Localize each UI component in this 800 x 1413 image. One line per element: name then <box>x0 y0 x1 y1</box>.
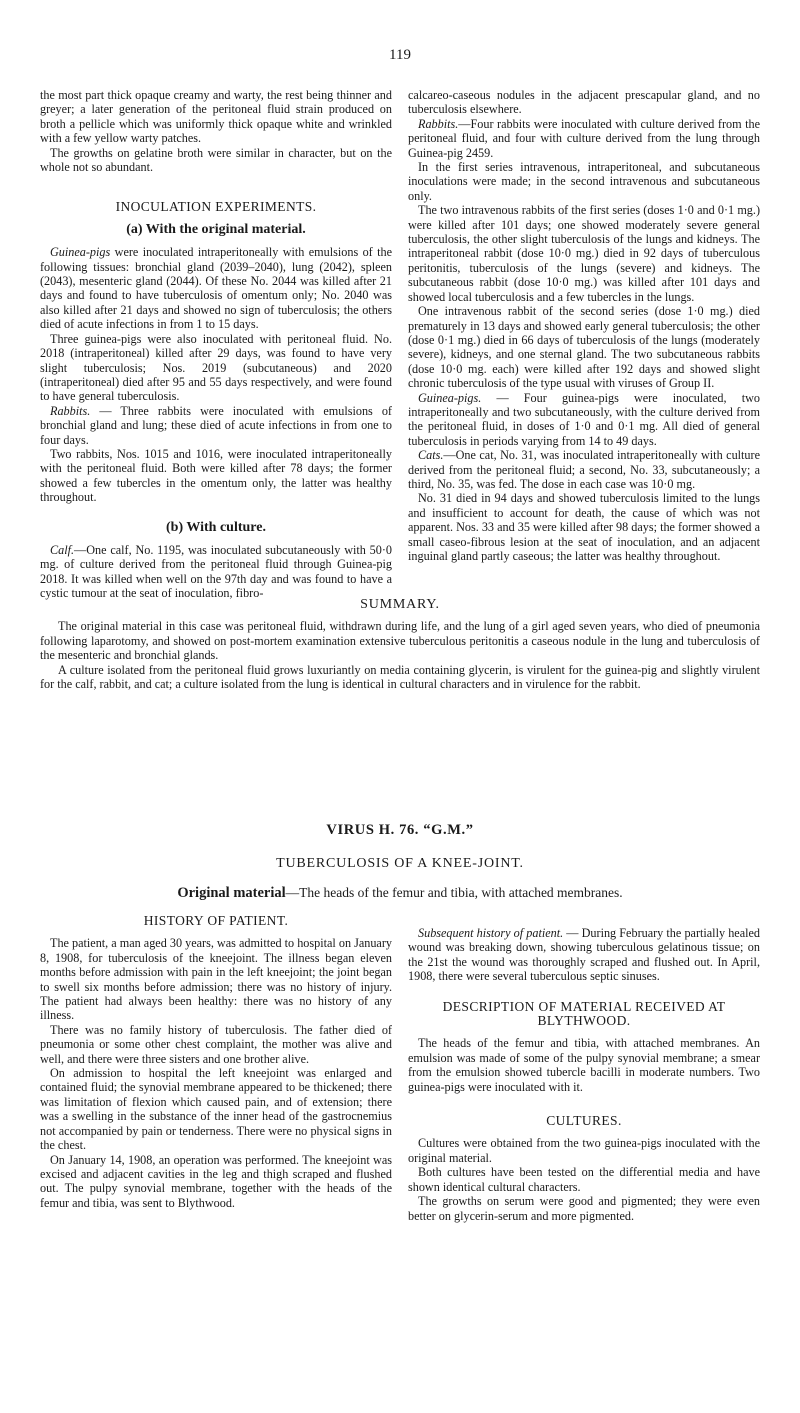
paragraph: The two intravenous rabbits of the first series (doses 1·0 and 0·1 mg.) were killed after 101 days; one showed moderately severe general tuberculosis, the other slight tuberculosis of the lungs and kidneys. The intraperitoneal rabbit (dose 10·0 mg.) died in 92 days of tuberculous peritonitis, tuberculosis of the lungs (severe) and kidneys. The subcutaneous rabbit (dose 10·0 mg.) was killed after 101 days and showed local tuberculosis and a few tubercles in the lungs. <box>408 203 760 304</box>
paragraph: The original material in this case was peritoneal fluid, withdrawn during life, and the lung of a girl aged seven years, who died of pneumonia following laparotomy, and showed on post-mortem examination extensive tuberculous peritonitis a caseous nodule in the lung and tuberculosis of the mesenteric and bronchial glands. <box>40 619 760 663</box>
run-in-label: Rabbits. <box>50 403 91 418</box>
run-in-label: Subsequent history of patient. <box>418 926 564 940</box>
run-in-label: Guinea-pigs <box>50 245 111 260</box>
paragraph: On admission to hospital the left kneejoint was enlarged and contained fluid; the synovial membrane appeared to be thickened; there was limitation of flexion which caused pain, and of extension; there was a swelling in the substance of the inner head of the gastrocnemius not accompanied by pain or tenderness. There were no physical signs in the chest. <box>40 1066 392 1153</box>
paragraph-text: — Three rabbits were inoculated with emulsions of bronchial gland and lung; these died of acute infections in from one to four days. <box>40 403 392 447</box>
paragraph: A culture isolated from the peritoneal fluid grows luxuriantly on media containing glycerin, is virulent for the guinea-pig and slightly virulent for the calf, rabbit, and cat; a culture isolated from the lung is identical in cultural characters and in virulence for the rabbit. <box>40 662 760 692</box>
paragraph <box>408 448 760 491</box>
paragraph <box>40 404 392 447</box>
page-number: 119 <box>389 47 411 63</box>
original-material-label: Original material <box>177 885 286 901</box>
paragraph <box>408 391 760 449</box>
paragraph: calcareo-caseous nodules in the adjacent prescapular gland, and no tuberculosis elsewhere. <box>408 88 760 117</box>
run-in-label: Rabbits. <box>418 116 459 131</box>
paragraph: No. 31 died in 94 days and showed tuberculosis limited to the lungs and insufficient to account for death, the cause of which was not apparent. Nos. 33 and 35 were killed after 98 days; the former showed a small caseo-fibrous lesion at the seat of inoculation, and an adjacent inguinal gland partly caseous; the latter was healthy throughout. <box>408 491 760 563</box>
section-heading: DESCRIPTION OF MATERIAL RECEIVED AT BLYTHWOOD. <box>442 998 726 1029</box>
paragraph <box>40 245 392 331</box>
paragraph: The patient, a man aged 30 years, was admitted to hospital on January 8, 1908, for tuberculosis of the kneejoint. The illness began eleven months before admission with pain in the left kneejoint; the joint began to swell six months before admission; there was no history of injury. The patient had always been healthy: there was no history of any illness. <box>40 936 392 1023</box>
left-column-top <box>40 88 392 601</box>
paragraph: the most part thick opaque creamy and warty, the rest being thinner and greyer; a later generation of the peritoneal fluid strain produced on broth a pellicle which was uniformly thick opaque white and wrinkled with a few yellow warty patches. <box>40 88 392 146</box>
paragraph-text: —One cat, No. 31, was inoculated intraperitoneally with culture derived from the peritoneal fluid; a second, No. 33, subcutaneously; a third, No. 35, was fed. The dose in each case was 10·0 mg. <box>408 448 760 491</box>
paragraph: The heads of the femur and tibia, with attached membranes. An emulsion was made of some of the pulpy synovial membrane; a smear from the emulsion showed tubercle bacilli in moderate numbers. Two guinea-pigs were inoculated with it. <box>408 1036 760 1094</box>
section-heading: INOCULATION EXPERIMENTS. <box>115 199 317 215</box>
virus-heading: VIRUS H. 76. “G.M.” <box>326 822 474 838</box>
paragraph <box>40 543 392 601</box>
section-heading: HISTORY OF PATIENT. <box>143 913 289 928</box>
paragraph: The growths on gelatine broth were similar in character, but on the whole not so abundant. <box>40 145 392 175</box>
paragraph: On January 14, 1908, an operation was performed. The kneejoint was excised and adjacent cavities in the leg and thigh scraped and flushed out. The pulpy synovial membrane, together with the heads of the femur and tibia, was sent to Blythwood. <box>40 1152 392 1210</box>
run-in-label: Calf. <box>50 542 75 557</box>
paragraph: The growths on serum were good and pigmented; they were even better on glycerin-serum and more pigmented. <box>408 1194 760 1223</box>
right-column-bottom <box>408 926 760 1223</box>
paragraph: Two rabbits, Nos. 1015 and 1016, were inoculated intraperitoneally with the peritoneal fluid. Both were killed after 78 days; the former showed a few tubercles in the omentum only, the latter was healthy throughout. <box>40 446 392 505</box>
paragraph-text: — During February the partially healed wound was breaking down, showing tuberculous gelatinous tissue; on the 21st the wound was thoroughly scraped and flushed out. In April, 1908, there were several tuberculous septic sinuses. <box>408 926 760 984</box>
right-column-top <box>408 88 760 563</box>
summary-heading: SUMMARY. <box>360 597 440 612</box>
original-material-line <box>0 886 800 900</box>
paragraph: Both cultures have been tested on the differential media and have shown identical cultural characters. <box>408 1165 760 1194</box>
paragraph: In the first series intravenous, intraperitoneal, and subcutaneous inoculations were made; in the second intravenous and subcutaneous only. <box>408 160 760 203</box>
run-in-label: Guinea-pigs. <box>418 390 482 405</box>
subsection-heading: (b) With culture. <box>166 519 266 535</box>
summary-section <box>40 598 760 691</box>
paragraph-text: were inoculated intraperitoneally with emulsions of the following tissues: bronchial gland (2039–2040), lung (2042), spleen (2043), mesenteric gland (2044). Of these No. 2044 was killed after 21 days and found to have tuberculosis of omentum only; No. 2040 was also killed after 21 days and showed no sign of tuberculosis; the others died of acute infections in from 1 to 15 days. <box>40 245 392 332</box>
subsection-heading: (a) With the original material. <box>126 221 306 237</box>
original-material-text: —The heads of the femur and tibia, with attached membranes. <box>285 885 623 900</box>
paragraph <box>408 117 760 160</box>
paragraph <box>408 926 760 984</box>
left-column-bottom <box>40 912 392 1210</box>
paragraph-text: —One calf, No. 1195, was inoculated subcutaneously with 50·0 mg. of culture derived from the peritoneal fluid through Guinea-pig 2018. It was killed when well on the 97th day and was found to have a cystic tumour at the seat of inoculation, fibro- <box>40 542 392 601</box>
paragraph: Cultures were obtained from the two guinea-pigs inoculated with the original material. <box>408 1136 760 1165</box>
run-in-label: Cats. <box>418 448 444 463</box>
paragraph-text: —Four rabbits were inoculated with culture derived from the peritoneal fluid, and four with culture derived from the lung through Guinea-pig 2459. <box>408 116 760 160</box>
case-title: TUBERCULOSIS OF A KNEE-JOINT. <box>276 856 524 871</box>
paragraph: There was no family history of tuberculosis. The father died of pneumonia or some other chest complaint, the mother was alive and well, and there were three sisters and one brother alive. <box>40 1022 392 1066</box>
paragraph: One intravenous rabbit of the second series (dose 1·0 mg.) died prematurely in 13 days and showed early general tuberculosis; the other (dose 0·1 mg.) died in 66 days of tuberculosis of the lungs (moderately severe), kidneys, and one sternal gland. The two subcutaneous rabbits (dose 10·0 mg. each) were killed after 192 days and showed slight chronic tuberculosis of the type usual with viruses of Group II. <box>408 304 760 391</box>
section-heading: CULTURES. <box>546 1113 622 1129</box>
paragraph: Three guinea-pigs were also inoculated with peritoneal fluid. No. 2018 (intraperitoneal) killed after 29 days, was found to have very slight tuberculosis; Nos. 2019 (subcutaneous) and 2020 (intraperitoneal) died after 95 and 55 days respectively, and were found to have general tuberculosis. <box>40 331 392 404</box>
paragraph-text: — Four guinea-pigs were inoculated, two intraperitoneally and two subcutaneously, with the culture derived from the peritoneal fluid, in doses of 1·0 and 0·1 mg. All died of general tuberculosis in periods varying from 14 to 49 days. <box>408 390 760 448</box>
